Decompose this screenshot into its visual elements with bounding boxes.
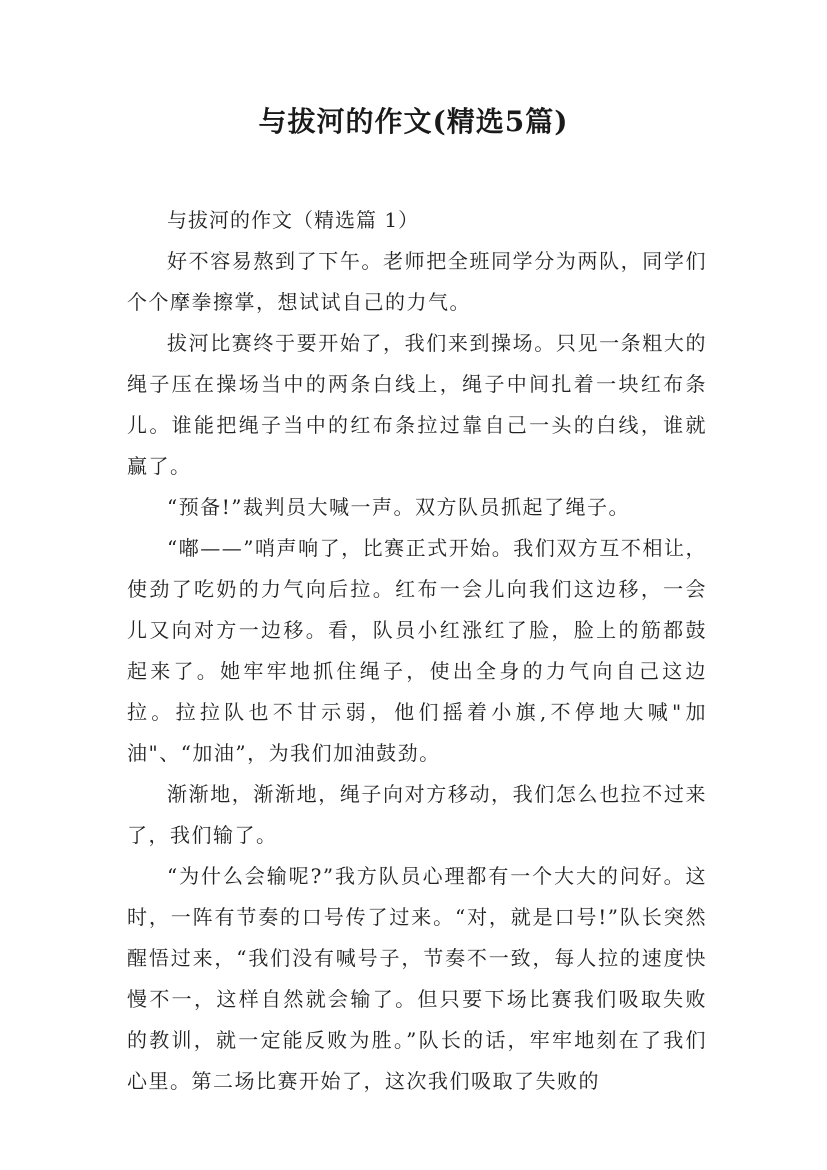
document-body [127,200,707,1102]
document-title: 与拔河的作文(精选5篇) [258,105,569,138]
paragraph: 好不容易熬到了下午。老师把全班同学分为两队，同学们个个摩拳擦掌，想试试自己的力气。 [127,249,707,314]
paragraph: “预备!”裁判员大喊一声。双方队员抓起了绳子。 [167,495,630,519]
paragraph: 拔河比赛终于要开始了，我们来到操场。只见一条粗大的绳子压在操场当中的两条白线上，绳子中间扎着一块红布条儿。谁能把绳子当中的红布条拉过靠自己一头的白线，谁就赢了。 [127,331,707,478]
paragraph: “嘟——”哨声响了，比赛正式开始。我们双方互不相让，使劲了吃奶的力气向后拉。红布一会儿向我们这边移，一会儿又向对方一边移。看，队员小红涨红了脸，脸上的筋都鼓起来了。她牢牢地抓住绳子，使出全身的力气向自己这边拉。拉拉队也不甘示弱，他们摇着小旗,不停地大喊"加油"、“加油”，为我们加油鼓劲。 [127,536,707,765]
section-heading: 与拔河的作文（精选篇 1） [167,208,420,232]
paragraph: “为什么会输呢?”我方队员心理都有一个大大的问好。这时，一阵有节奏的口号传了过来。“对，就是口号!”队长突然醒悟过来，“我们没有喊号子，节奏不一致，每人拉的速度快慢不一，这样自然就会输了。但只要下场比赛我们吸取失败的教训，就一定能反败为胜。”队长的话，牢牢地刻在了我们心里。第二场比赛开始了，这次我们吸取了失败的 [127,864,707,1093]
paragraph: 渐渐地，渐渐地，绳子向对方移动，我们怎么也拉不过来了，我们输了。 [127,782,707,847]
